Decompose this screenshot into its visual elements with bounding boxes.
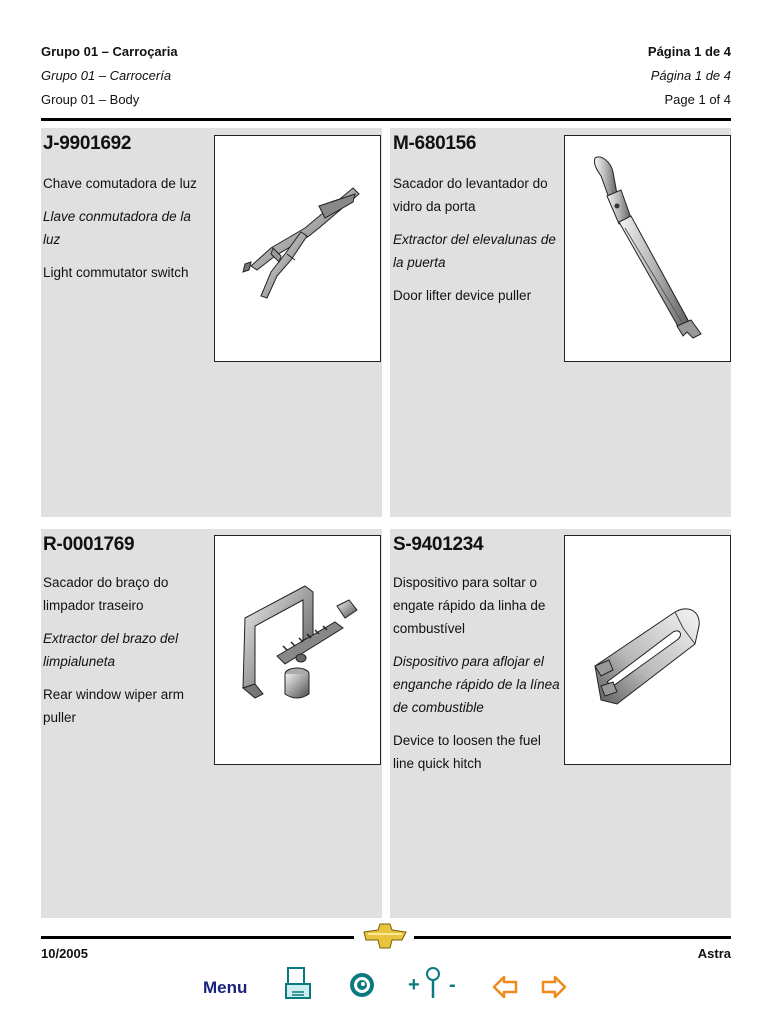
door-lifter-puller-illustration — [564, 135, 731, 362]
group-title-pt: Grupo 01 – Carroçaria — [41, 44, 178, 59]
spiral-icon[interactable] — [348, 970, 376, 1000]
tool-description — [393, 172, 558, 317]
page-number-es: Página 1 de 4 — [650, 68, 731, 83]
tool-description — [43, 571, 211, 739]
tool-desc-es: Dispositivo para aflojar el enganche rápido de la línea de combustible — [393, 654, 560, 715]
page-number-pt: Página 1 de 4 — [647, 44, 731, 59]
footer-model: Astra — [697, 946, 731, 961]
light-commutator-switch-illustration — [214, 135, 381, 362]
header-rule — [41, 118, 731, 121]
magnifier-icon[interactable] — [424, 964, 442, 1000]
tool-code: R-0001769 — [43, 534, 135, 555]
tool-desc-en: Door lifter device puller — [393, 288, 532, 303]
tool-desc-es: Extractor del brazo del limpialuneta — [43, 631, 179, 669]
print-icon[interactable] — [284, 966, 312, 1002]
arrow-left-icon[interactable] — [492, 974, 518, 1000]
tool-desc-en: Light commutator switch — [43, 265, 189, 280]
tool-code: M-680156 — [393, 133, 477, 154]
arrow-right-icon[interactable] — [541, 974, 567, 1000]
page-number-en: Page 1 of 4 — [664, 92, 731, 107]
footer-rule-right — [414, 936, 731, 939]
header-group-titles — [41, 40, 178, 112]
group-title-en: Group 01 – Body — [41, 92, 140, 107]
tool-description — [393, 571, 561, 785]
footer-date: 10/2005 — [41, 946, 88, 961]
fuel-line-quick-hitch-tool-illustration — [564, 535, 731, 765]
zoom-in-label[interactable]: + — [408, 974, 420, 996]
group-title-es: Grupo 01 – Carrocería — [41, 68, 172, 83]
tool-desc-en: Device to loosen the fuel line quick hitch — [393, 733, 541, 771]
menu-link[interactable]: Menu — [203, 978, 248, 997]
tool-desc-es: Llave conmutadora de la luz — [43, 209, 191, 247]
tool-desc-pt: Sacador do levantador do vidro da porta — [393, 176, 548, 214]
zoom-out-label[interactable]: - — [449, 974, 456, 996]
tool-desc-pt: Chave comutadora de luz — [43, 176, 197, 191]
chevrolet-logo-icon — [362, 922, 408, 950]
tool-code: J-9901692 — [43, 133, 132, 154]
tool-description — [43, 172, 208, 294]
tool-desc-en: Rear window wiper arm puller — [43, 687, 185, 725]
footer-rule-left — [41, 936, 354, 939]
tool-desc-pt: Dispositivo para soltar o engate rápido da linha de combustível — [393, 575, 546, 636]
tool-code: S-9401234 — [393, 534, 484, 555]
tool-desc-es: Extractor del elevalunas de la puerta — [393, 232, 556, 270]
wiper-arm-puller-illustration — [214, 535, 381, 765]
header-page-numbers — [648, 40, 731, 112]
tool-desc-pt: Sacador do braço do limpador traseiro — [43, 575, 169, 613]
